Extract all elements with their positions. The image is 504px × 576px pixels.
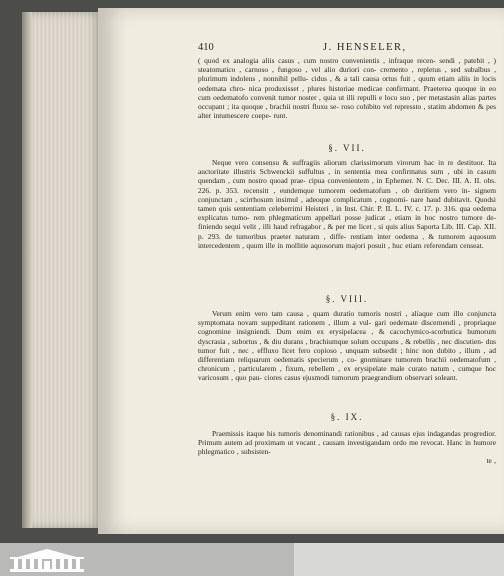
paragraph-4: Praemissis itaque his tumoris denominandi rationibus , ad causas ejus indagandas progredior. Primum autem ad proximam ut vocant , causam investigandam ordo me revocat. Hanc in humore phlegmatico , subsisten- <box>198 429 496 457</box>
footer-bar-light <box>294 543 504 576</box>
book-page <box>98 8 504 534</box>
book-page-edges <box>22 12 102 528</box>
section-heading-ix: §. IX. <box>330 412 364 422</box>
catchword: te , <box>486 456 496 465</box>
page-number: 410 <box>198 42 214 53</box>
section-heading-viii: §. VIII. <box>325 294 369 304</box>
library-building-logo <box>8 547 86 573</box>
paragraph-3: Verum enim vero tam causa , quam duratio tumoris nostri , aliaque cum illo conjuncta symptomata novam suppeditant rationem , illum a vul- gari oedemate discernendi , propriaque cognomine insigniendi. Dum enim ex erysipelacea , & cacochymico-scorbutica humorum dyscrasia , subortus , & diu durans , brachiumque solum occupans , & rebellis , nec discutien- dus tumor fuit , nec , effluxo licet fero copioso , unquam subsedit ; hinc non dubito , illum , ad differentiam reliquarum oedematis specierum , co- gnominare tumorem brachii oedematofum , chronicum , particularem , fixum, rebellem , ex erysipelate male curato natum , cumque hoc varicosum , quo pau- ciores casus ejusmodi tumorum praegrandium observari soleant. <box>198 309 496 383</box>
running-head: J. HENSELER, <box>323 42 407 53</box>
section-heading-vii: §. VII. <box>328 143 366 153</box>
paragraph-2: Neque vero consensu & suffragiis aliorum clarissimorum virorum hac in re destituor. Ita auctoritate illustris Schwenckii suffultus , in sententia mea confirmatus sum , ubi in casum quendam , cum nostro quoad prae- cipua convenientem , in Ephemer. N. C. Dec. III. A. II. obs. 226. p. 353. recensitt , eundemque tumorem oedematofum , ob duritiem vero in- signem conjunctam , scirrhosum insimul , adeoque complicatum , cognomi- nare haud dubitavit. Quodsi tamen quis sententiam celeberrimi Heisteri , in Inst. Chir. P. II. L. IV. c. 17. p. 316. qua oedema explicatus tumo- rem phlegmaticum appellari posse judicat , etiam in hoc nostro tumore de- finiendo sequi velit , illi haud refragabor , & per me licet , si quis alius Saporta Lib. III. Cap. XII. p. 293. de tumoribus praeter naturam , diffe- rentiam inter oedema , & tumorem aquosum intercedentem , quum ille in mollitie aquosorum majori posuit , huc etiam referendam censeat. <box>198 158 496 250</box>
paragraph-1: ( quod ex analogia aliis casus , cum nostro convenientis , infraque recen- sendi , patebit , ) steatomatico , carnoso , fungoso , vel alio duriori con- cremento , repletus , sed subalbus , plurimum indolens , nonnihil pellu- cidus , & a tali causa ortus fuit , quum etiam aliis in locis oedemata chro- nica produxisset , plures historiae medicae confirmant. Praeterea quoque in eo cum oedematofo convenit tumor noster , quia ut illi repulli e loco suo , per metastasin alias partes occupant ; ita quoque , brachii nostri fluxu se- roso cohibito vel repressto , statim abdomen & pes alter intumescere coepe- runt. <box>198 56 496 121</box>
